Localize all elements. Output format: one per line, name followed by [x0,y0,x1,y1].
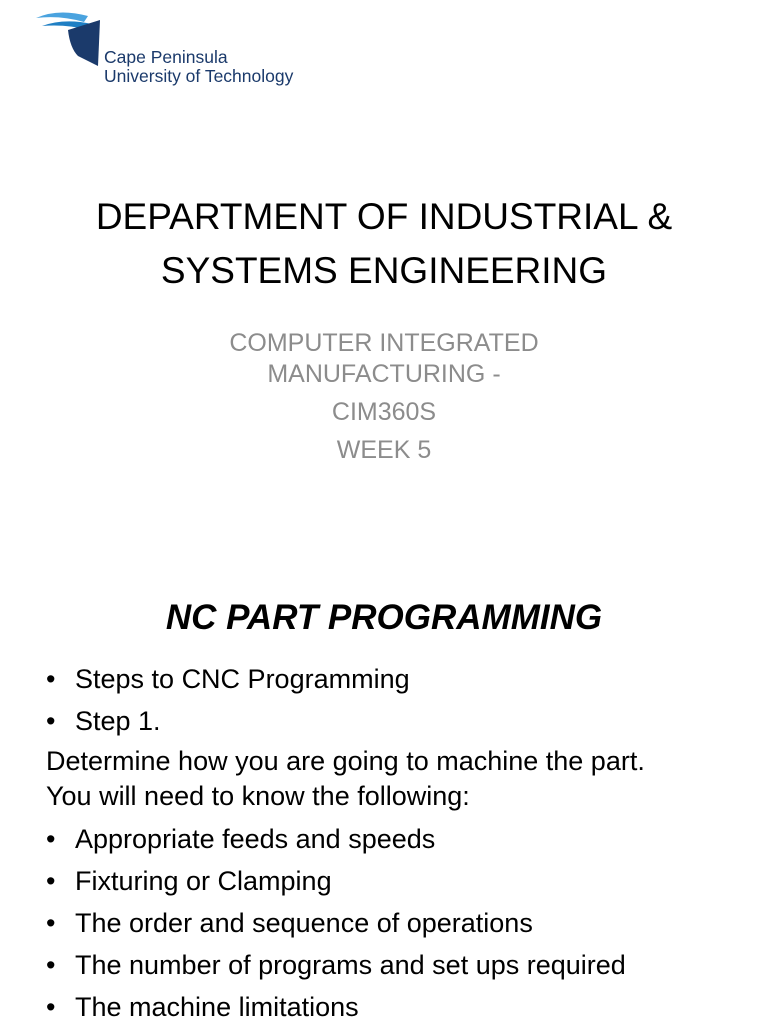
bullet-item [46,820,756,862]
logo-line-1: Cape Peninsula [104,47,228,67]
step-description [46,744,756,814]
paragraph-line: Determine how you are going to machine the part. [46,746,645,776]
course-subtitle-line-1: COMPUTER INTEGRATED [229,329,539,357]
bullet-item [46,946,756,988]
logo-line-2: University of Technology [104,66,294,86]
bullet-text: Steps to CNC Programming [75,664,410,694]
bullet-text: Appropriate feeds and speeds [75,824,436,854]
bullet-icon: • [46,706,56,736]
bullet-icon: • [46,908,56,938]
slide-content [46,660,756,1030]
cput-logo-icon [34,8,104,78]
bullet-icon: • [46,824,56,854]
slide-title: NC PART PROGRAMMING [165,598,603,637]
week-label: WEEK 5 [336,436,432,464]
paragraph-line: You will need to know the following: [46,781,470,811]
bullet-text: The machine limitations [75,992,359,1022]
bullet-item [46,904,756,946]
bullet-icon: • [46,992,56,1022]
logo-wordmark [104,48,293,86]
bullet-text: Fixturing or Clamping [75,866,332,896]
course-code: CIM360S [331,398,437,426]
university-logo [34,8,334,92]
bullet-text: The number of programs and set ups required [75,950,626,980]
department-title-line-2: SYSTEMS ENGINEERING [160,250,608,291]
bullet-item [46,702,756,744]
bullet-item [46,660,756,702]
department-title-line-1: DEPARTMENT OF INDUSTRIAL & [95,196,673,237]
bullet-text: Step 1. [75,706,161,736]
department-title [0,190,768,298]
bullet-icon: • [46,866,56,896]
bullet-item [46,862,756,904]
bullet-text: The order and sequence of operations [75,908,533,938]
course-subtitle-line-2: MANUFACTURING - [267,360,501,388]
course-subtitle [0,328,768,466]
bullet-icon: • [46,950,56,980]
bullet-icon: • [46,664,56,694]
